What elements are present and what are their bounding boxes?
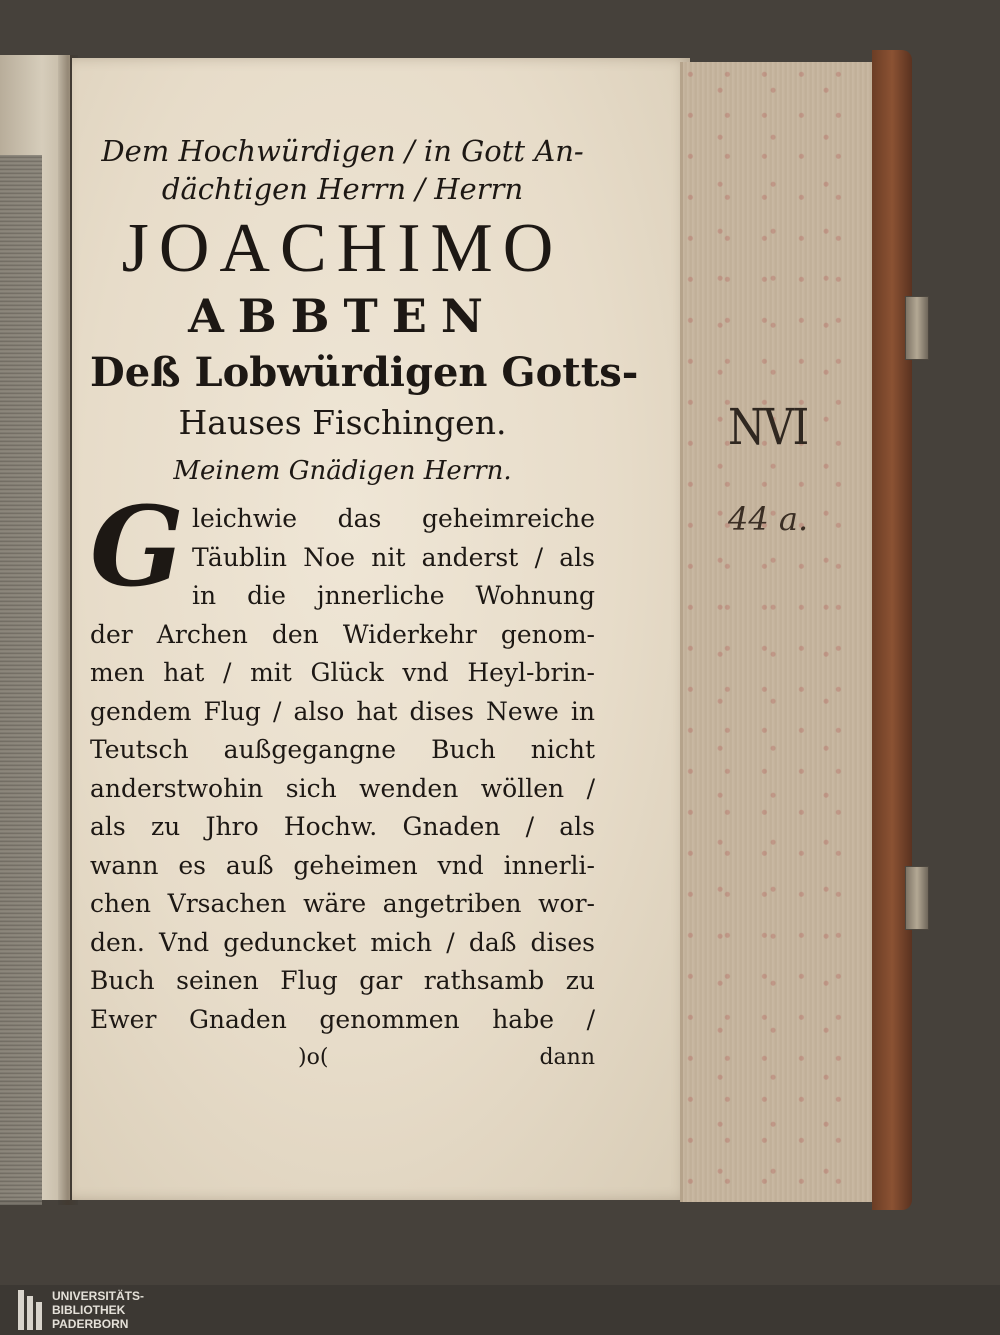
monastery-line: Deß Lobwürdigen Gotts- — [90, 349, 639, 396]
monastery-line: Hauses Fischingen. — [178, 403, 507, 442]
library-logo-icon — [18, 1290, 42, 1330]
body-line: chen Vrsachen wäre angetriben wor- — [90, 889, 595, 918]
recipient-title: ABBTEN — [188, 289, 497, 343]
page-content — [90, 132, 639, 1075]
salutation: Meinem Gnädigen Herrn. — [173, 456, 512, 486]
engraving-fragment — [0, 155, 42, 1205]
body-line: als zu Jhro Hochw. Gnaden / als — [90, 812, 595, 841]
body-line: leichwie das geheimreiche — [191, 504, 595, 533]
clasp-bottom — [905, 866, 929, 930]
dedication-line: Dem Hochwürdigen / in Gott An- — [101, 134, 584, 168]
page-footer — [90, 1045, 595, 1075]
drop-initial: G — [90, 482, 184, 611]
dedication-line: dächtigen Herrn / Herrn — [161, 172, 524, 206]
library-name — [52, 1289, 144, 1331]
body-line: den. Vnd geduncket mich / daß dises — [90, 927, 595, 957]
library-name-line: UNIVERSITÄTS- — [52, 1289, 145, 1303]
catchword: dann — [539, 1045, 595, 1070]
body-line: men hat / mit Glück vnd Heyl-brin- — [90, 658, 595, 687]
body-line: der Archen den Widerkehr genom- — [90, 619, 595, 649]
fore-edge — [680, 62, 883, 1202]
body-line: anderstwohin sich wenden wöllen / — [90, 773, 595, 803]
signature-mark: )o( — [298, 1045, 329, 1070]
body-line: wann es auß geheimen vnd innerli- — [90, 850, 595, 880]
body-line: in die jnnerliche Wohnung — [191, 581, 595, 610]
recipient-name: JOACHIMO — [121, 210, 564, 287]
body-line: Täublin Noe nit anderst / als — [191, 542, 595, 572]
book-cover — [872, 50, 912, 1210]
library-name-line: BIBLIOTHEK — [52, 1303, 126, 1317]
shelfmark-number: 44 a. — [728, 500, 809, 538]
body-line: Ewer Gnaden genommen habe / — [90, 1004, 595, 1034]
shelfmark: NVI — [728, 398, 808, 456]
body-line: Teutsch außgegangne Buch nicht — [90, 735, 595, 764]
library-footer-bar — [0, 1285, 1000, 1335]
clasp-top — [905, 296, 929, 360]
body-line: Buch seinen Flug gar rathsamb zu — [90, 966, 595, 995]
body-text — [90, 482, 595, 1039]
body-line: gendem Flug / also hat dises Newe in — [90, 696, 595, 726]
library-name-line: PADERBORN — [52, 1317, 129, 1331]
